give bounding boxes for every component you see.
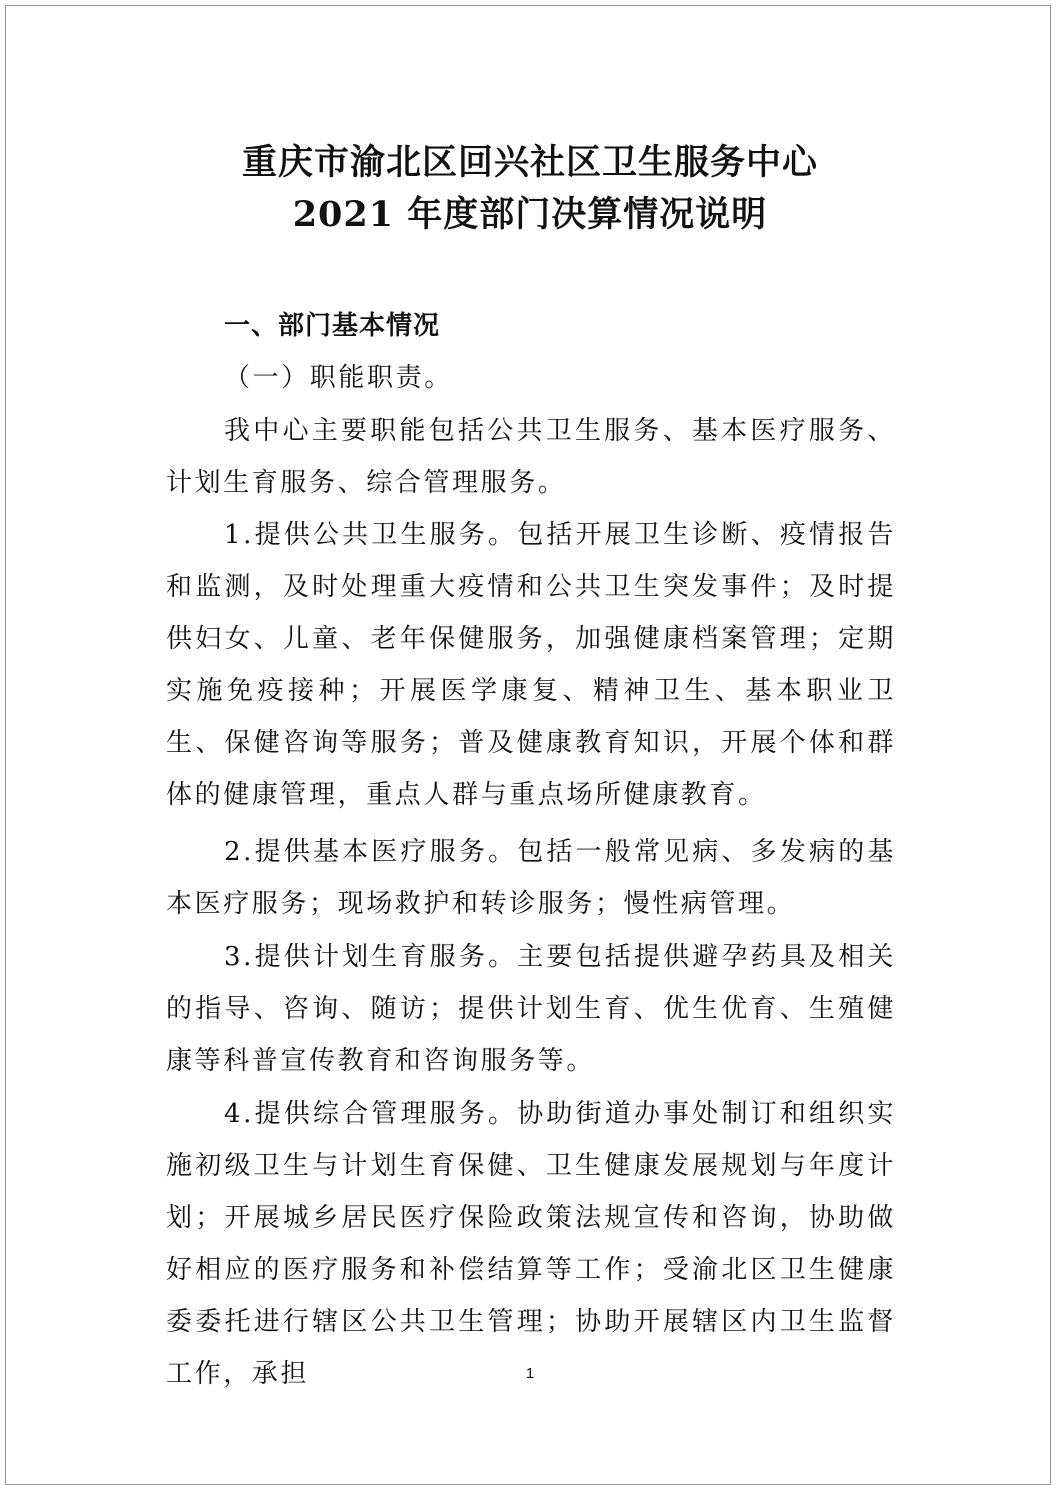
subsection-duties: （一）职能职责。 — [224, 363, 453, 393]
paragraph-public-health: 1.提供公共卫生服务。包括开展卫生诊断、疫情报告和监测，及时处理重大疫情和公共卫生突发事件；及时提供妇女、儿童、老年保健服务，加强健康档案管理；定期实施免疫接种；开展医学康复、精神卫生、基本职业卫生、保健咨询等服务；普及健康教育知识，开展个体和群体的健康管理，重点人群与重点场所健康教育。 — [166, 520, 896, 810]
paragraph-family-planning: 3.提供计划生育服务。主要包括提供避孕药具及相关的指导、咨询、随访；提供计划生育、优生优育、生殖健康等科普宣传教育和咨询服务等。 — [166, 942, 896, 1076]
paragraph-basic-medical: 2.提供基本医疗服务。包括一般常见病、多发病的基本医疗服务；现场救护和转诊服务；慢性病管理。 — [166, 837, 896, 919]
section-heading-basic-info: 一、部门基本情况 — [224, 311, 441, 341]
page-number: 1 — [525, 1365, 535, 1382]
document-title-line2: 2021 年度部门决算情况说明 — [292, 194, 768, 235]
document-title-line1: 重庆市渝北区回兴社区卫生服务中心 — [241, 142, 818, 183]
paragraph-intro: 我中心主要职能包括公共卫生服务、基本医疗服务、计划生育服务、综合管理服务。 — [166, 416, 896, 498]
paragraph-management: 4.提供综合管理服务。协助街道办事处制订和组织实施初级卫生与计划生育保健、卫生健康发展规划与年度计划；开展城乡居民医疗保险政策法规宣传和咨询，协助做好相应的医疗服务和补偿结算等工作；受渝北区卫生健康委委托进行辖区公共卫生管理；协助开展辖区内卫生监督工作，承担 — [166, 1099, 896, 1389]
